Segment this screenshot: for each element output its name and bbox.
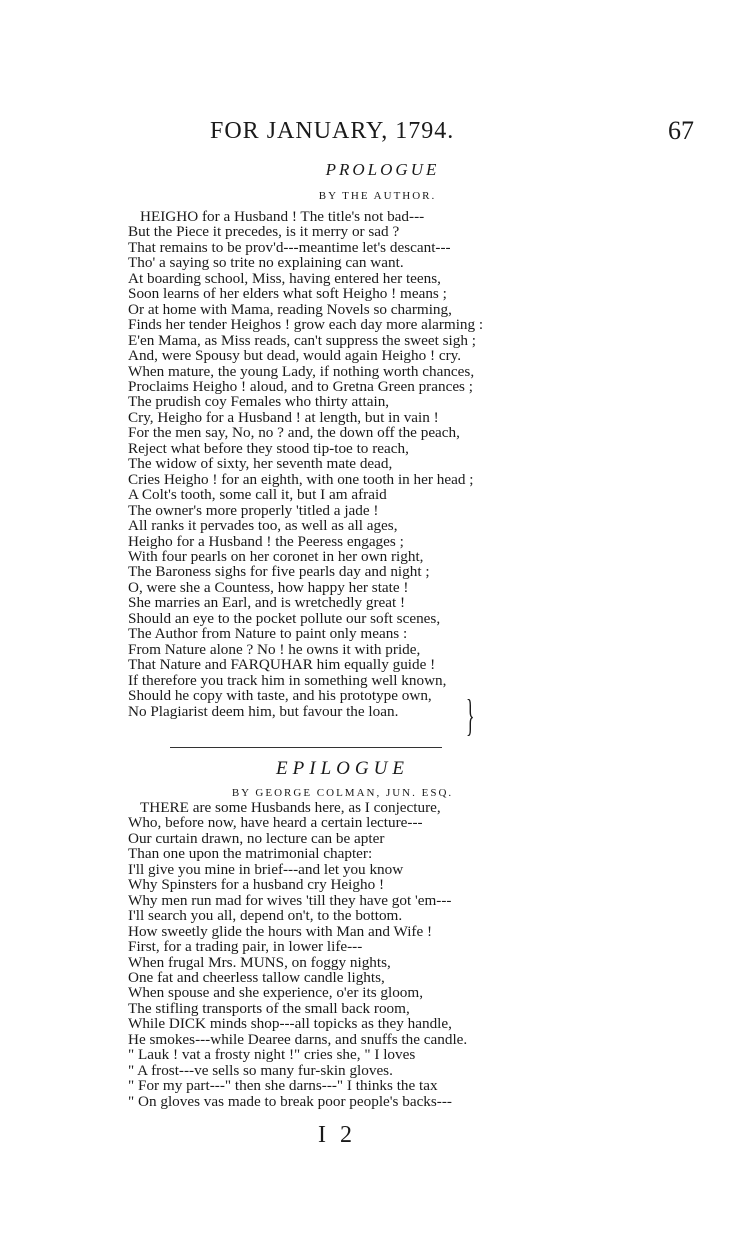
epilogue-verse-line: I'll search you all, depend on't, to the bottom. (128, 907, 403, 925)
prologue-verse-line: A Colt's tooth, some call it, but I am afraid (128, 486, 387, 504)
epilogue-verse-line: I'll give you mine in brief---and let you know (128, 860, 404, 878)
epilogue-verse-line: Who, before now, have heard a certain lecture--- (128, 814, 423, 832)
prologue-verse-line: HEIGHO for a Husband ! The title's not bad--- (140, 208, 425, 225)
prologue-verse-line: Should an eye to the pocket pollute our soft scenes, (128, 609, 441, 627)
epilogue-title: EPILOGUE (276, 758, 409, 779)
prologue-verse-line: No Plagiarist deem him, but favour the loan. (128, 702, 399, 720)
epilogue-verse-line: " On gloves vas made to break poor people's backs--- (128, 1092, 452, 1110)
prologue-verse-line: The Author from Nature to paint only means : (128, 625, 408, 643)
prologue-verse-line: If therefore you track him in something well known, (128, 671, 447, 689)
epilogue-verse-line: " Lauk ! vat a frosty night !" cries she, " I loves (128, 1046, 416, 1064)
prologue-verse-line: With four pearls on her coronet in her own right, (128, 547, 424, 565)
prologue-verse-line: Cry, Heigho for a Husband ! at length, but in vain ! (128, 408, 439, 426)
epilogue-verse (128, 800, 467, 1109)
epilogue-verse-line: When frugal Mrs. MUNS, on foggy nights, (128, 953, 391, 971)
prologue-verse-line: At boarding school, Miss, having entered her teens, (128, 269, 441, 287)
prologue-verse-line: Cries Heigho ! for an eighth, with one tooth in her head ; (128, 470, 474, 488)
prologue-verse-line: Or at home with Mama, reading Novels so charming, (128, 300, 452, 318)
prologue-verse (128, 209, 483, 719)
page-number: 67 (668, 116, 694, 145)
prologue-verse-line: All ranks it pervades too, as well as all ages, (128, 517, 398, 535)
epilogue-byline: BY GEORGE COLMAN, JUN. ESQ. (231, 787, 454, 799)
prologue-verse-line: Soon learns of her elders what soft Heigho ! means ; (128, 285, 447, 303)
prologue-verse-line: And, were Spousy but dead, would again Heigho ! cry. (128, 347, 462, 365)
epilogue-verse-line: He smokes---while Dearee darns, and snuffs the candle. (128, 1030, 468, 1048)
epilogue-verse-line: One fat and cheerless tallow candle lights, (128, 968, 385, 986)
running-head: FOR JANUARY, 1794. (210, 118, 455, 144)
prologue-verse-line: That Nature and FARQUHAR him equally guide ! (128, 656, 436, 674)
prologue-verse-line: The widow of sixty, her seventh mate dead, (128, 455, 393, 473)
epilogue-verse-line: When spouse and she experience, o'er its gloom, (128, 984, 424, 1002)
prologue-verse-line: The prudish coy Females who thirty attain, (128, 393, 390, 411)
prologue-verse-line: For the men say, No, no ? and, the down off the peach, (128, 424, 460, 442)
prologue-verse-line: O, were she a Countess, how happy her state ! (128, 578, 409, 596)
epilogue-verse-line: Why Spinsters for a husband cry Heigho ! (128, 876, 385, 894)
prologue-verse-line: E'en Mama, as Miss reads, can't suppress the sweet sigh ; (128, 331, 476, 349)
epilogue-verse-line: How sweetly glide the hours with Man and Wife ! (128, 922, 433, 940)
prologue-title: PROLOGUE (325, 160, 440, 179)
prologue-verse-line: When mature, the young Lady, if nothing worth chances, (128, 362, 475, 380)
epilogue-verse-line: While DICK minds shop---all topicks as they handle, (128, 1015, 452, 1033)
epilogue-verse-line: The stifling transports of the small back room, (128, 999, 410, 1017)
prologue-verse-line: Heigho for a Husband ! the Peeress engages ; (128, 532, 404, 550)
prologue-byline: BY THE AUTHOR. (318, 190, 437, 202)
epilogue-verse-line: Than one upon the matrimonial chapter: (128, 845, 373, 863)
prologue-verse-line: But the Piece it precedes, is it merry or sad ? (128, 223, 400, 241)
epilogue-verse-line: Our curtain drawn, no lecture can be apter (128, 829, 385, 847)
prologue-verse-line: From Nature alone ? No ! he owns it with pride, (128, 640, 421, 658)
prologue-verse-line: Should he copy with taste, and his prototype own, (128, 687, 432, 705)
epilogue-verse-line: THERE are some Husbands here, as I conjecture, (140, 799, 441, 816)
bracket-mark: } (466, 691, 475, 740)
epilogue-verse-line: " A frost---ve sells so many fur-skin gloves. (128, 1061, 393, 1079)
epilogue-verse-line: First, for a trading pair, in lower life--- (128, 938, 363, 956)
prologue-verse-line: Finds her tender Heighos ! grow each day more alarming : (128, 316, 484, 334)
prologue-verse-line: She marries an Earl, and is wretchedly great ! (128, 594, 406, 612)
prologue-verse-line: Tho' a saying so trite no explaining can want. (128, 254, 404, 272)
section-divider (170, 747, 442, 748)
prologue-verse-line: Reject what before they stood tip-toe to reach, (128, 439, 409, 457)
prologue-verse-line: The Baroness sighs for five pearls day and night ; (128, 563, 430, 581)
prologue-verse-line: The owner's more properly 'titled a jade ! (128, 501, 379, 519)
epilogue-verse-line: Why men run mad for wives 'till they have got 'em--- (128, 891, 452, 909)
epilogue-verse-line: " For my part---" then she darns---" I thinks the tax (128, 1077, 438, 1095)
prologue-verse-line: Proclaims Heigho ! aloud, and to Gretna Green prances ; (128, 377, 473, 395)
prologue-verse-line: That remains to be prov'd---meantime let's descant--- (128, 238, 451, 256)
signature-mark: I 2 (318, 1122, 356, 1148)
